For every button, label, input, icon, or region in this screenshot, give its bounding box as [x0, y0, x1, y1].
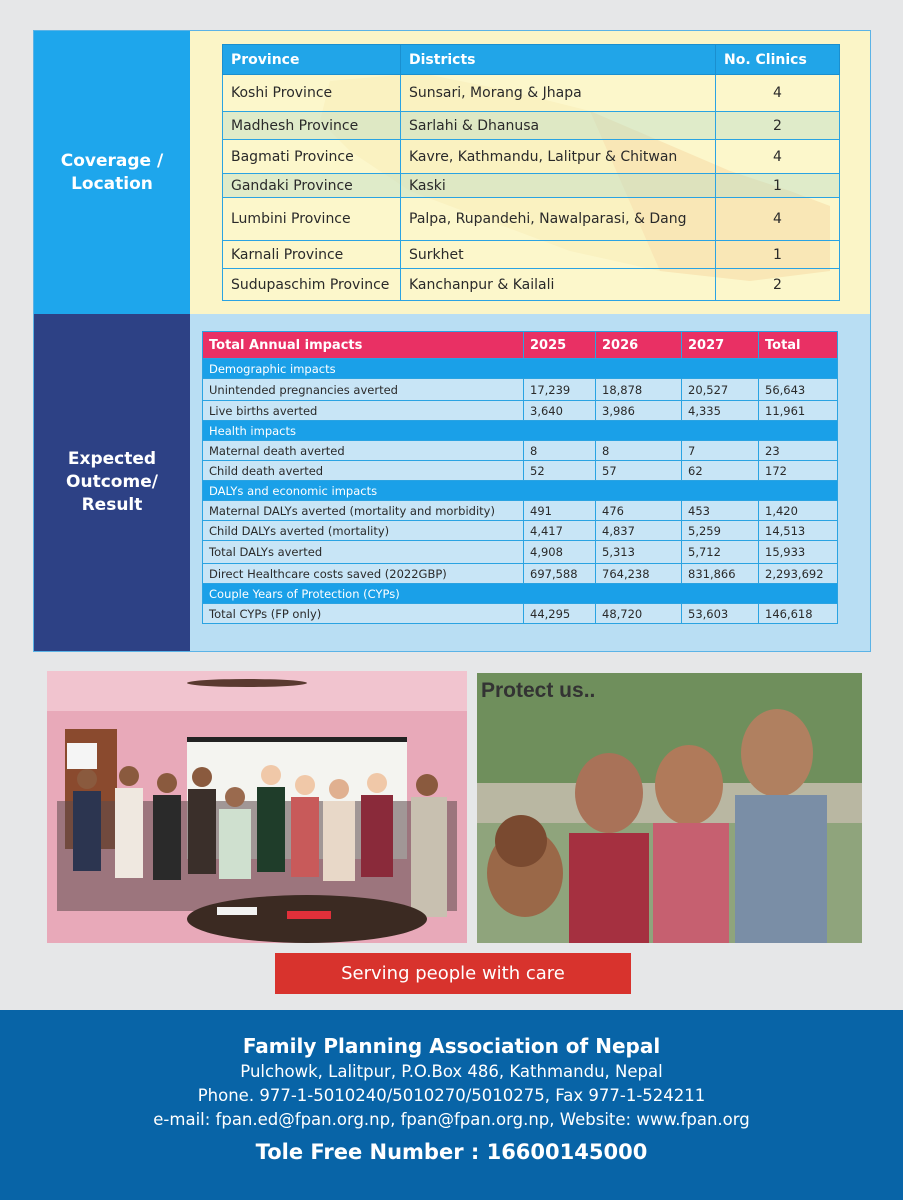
value-cell: 3,640: [524, 401, 596, 421]
table-row: [223, 174, 840, 198]
province-cell: Karnali Province: [223, 241, 401, 269]
value-cell: 44,295: [524, 604, 596, 624]
clinics-cell: 1: [716, 174, 840, 198]
header-province: Province: [223, 45, 401, 75]
info-frame: [33, 30, 871, 652]
table-row: [203, 564, 838, 584]
table-row: [203, 379, 838, 401]
value-cell: 17,239: [524, 379, 596, 401]
value-cell: 697,588: [524, 564, 596, 584]
districts-cell: Surkhet: [401, 241, 716, 269]
metric-cell: Direct Healthcare costs saved (2022GBP): [203, 564, 524, 584]
header-clinics: No. Clinics: [716, 45, 840, 75]
table-row: [203, 501, 838, 521]
section-title: Health impacts: [203, 421, 838, 441]
children-photo-illustration: [477, 673, 862, 943]
value-cell: 453: [682, 501, 759, 521]
header-districts: Districts: [401, 45, 716, 75]
value-cell: 4,417: [524, 521, 596, 541]
clinics-cell: 1: [716, 241, 840, 269]
value-cell: 57: [596, 461, 682, 481]
province-cell: Lumbini Province: [223, 198, 401, 241]
outcome-label-line2: Outcome/: [66, 472, 158, 492]
districts-cell: Palpa, Rupandehi, Nawalparasi, & Dang: [401, 198, 716, 241]
metric-cell: Maternal DALYs averted (mortality and morbidity): [203, 501, 524, 521]
value-cell: 18,878: [596, 379, 682, 401]
impact-header-total: Total: [759, 332, 838, 359]
clinics-cell: 2: [716, 112, 840, 140]
impact-header-year: 2027: [682, 332, 759, 359]
coverage-label-line2: Location: [71, 173, 153, 194]
metric-cell: Maternal death averted: [203, 441, 524, 461]
impact-header-row: [203, 332, 838, 359]
protect-caption: Protect us..: [481, 679, 596, 702]
metric-cell: Child DALYs averted (mortality): [203, 521, 524, 541]
clinics-cell: 4: [716, 198, 840, 241]
section-row: [203, 359, 838, 379]
footer-org-name: Family Planning Association of Nepal: [242, 1034, 661, 1058]
table-row: [203, 461, 838, 481]
value-cell: 5,259: [682, 521, 759, 541]
section-title: Couple Years of Protection (CYPs): [203, 584, 838, 604]
impact-header-year: 2026: [596, 332, 682, 359]
coverage-header-row: [223, 45, 840, 75]
districts-cell: Kavre, Kathmandu, Lalitpur & Chitwan: [401, 140, 716, 174]
coverage-table: [222, 44, 840, 301]
table-row: [223, 112, 840, 140]
section-row: [203, 421, 838, 441]
value-cell: 491: [524, 501, 596, 521]
clinics-cell: 4: [716, 75, 840, 112]
footer-phone: Phone. 977-1-5010240/5010270/5010275, Fax 977-1-524211: [197, 1086, 706, 1105]
value-cell: 3,986: [596, 401, 682, 421]
districts-cell: Sunsari, Morang & Jhapa: [401, 75, 716, 112]
impact-table: [202, 331, 838, 624]
value-cell: 172: [759, 461, 838, 481]
value-cell: 2,293,692: [759, 564, 838, 584]
impact-header-year: 2025: [524, 332, 596, 359]
value-cell: 4,837: [596, 521, 682, 541]
footer: [0, 1010, 903, 1200]
value-cell: 14,513: [759, 521, 838, 541]
districts-cell: Sarlahi & Dhanusa: [401, 112, 716, 140]
value-cell: 5,712: [682, 541, 759, 564]
footer-toll-free: Tole Free Number : 16600145000: [255, 1140, 648, 1164]
table-row: [203, 401, 838, 421]
outcome-label-line1: Expected: [67, 449, 157, 469]
children-photo: [477, 673, 862, 943]
table-row: [203, 521, 838, 541]
table-row: [223, 241, 840, 269]
table-row: [203, 541, 838, 564]
value-cell: 48,720: [596, 604, 682, 624]
clinics-cell: 2: [716, 269, 840, 301]
table-row: [223, 75, 840, 112]
impact-header-label: Total Annual impacts: [203, 332, 524, 359]
metric-cell: Unintended pregnancies averted: [203, 379, 524, 401]
value-cell: 53,603: [682, 604, 759, 624]
group-photo-illustration: [47, 671, 467, 943]
table-row: [203, 441, 838, 461]
clinics-cell: 4: [716, 140, 840, 174]
value-cell: 8: [596, 441, 682, 461]
value-cell: 20,527: [682, 379, 759, 401]
coverage-side-label: [34, 31, 190, 314]
value-cell: 56,643: [759, 379, 838, 401]
section-title: Demographic impacts: [203, 359, 838, 379]
value-cell: 15,933: [759, 541, 838, 564]
section-title: DALYs and economic impacts: [203, 481, 838, 501]
value-cell: 23: [759, 441, 838, 461]
value-cell: 62: [682, 461, 759, 481]
coverage-label-line1: Coverage /: [60, 150, 164, 171]
table-row: [223, 140, 840, 174]
value-cell: 4,908: [524, 541, 596, 564]
outcome-label-line3: Result: [81, 495, 143, 515]
value-cell: 8: [524, 441, 596, 461]
section-row: [203, 481, 838, 501]
value-cell: 5,313: [596, 541, 682, 564]
province-cell: Madhesh Province: [223, 112, 401, 140]
value-cell: 146,618: [759, 604, 838, 624]
value-cell: 1,420: [759, 501, 838, 521]
section-row: [203, 584, 838, 604]
province-cell: Gandaki Province: [223, 174, 401, 198]
districts-cell: Kaski: [401, 174, 716, 198]
footer-address: Pulchowk, Lalitpur, P.O.Box 486, Kathmandu, Nepal: [240, 1062, 663, 1081]
value-cell: 476: [596, 501, 682, 521]
metric-cell: Live births averted: [203, 401, 524, 421]
outcome-side-label: [34, 314, 190, 651]
metric-cell: Child death averted: [203, 461, 524, 481]
footer-email: e-mail: fpan.ed@fpan.org.np, fpan@fpan.org.np, Website: www.fpan.org: [153, 1110, 750, 1129]
value-cell: 11,961: [759, 401, 838, 421]
serving-banner: Serving people with care: [275, 953, 631, 994]
table-row: [203, 604, 838, 624]
group-photo: [47, 671, 467, 943]
metric-cell: Total CYPs (FP only): [203, 604, 524, 624]
metric-cell: Total DALYs averted: [203, 541, 524, 564]
province-cell: Sudupaschim Province: [223, 269, 401, 301]
table-row: [223, 198, 840, 241]
value-cell: 764,238: [596, 564, 682, 584]
table-row: [223, 269, 840, 301]
province-cell: Koshi Province: [223, 75, 401, 112]
value-cell: 7: [682, 441, 759, 461]
province-cell: Bagmati Province: [223, 140, 401, 174]
districts-cell: Kanchanpur & Kailali: [401, 269, 716, 301]
value-cell: 831,866: [682, 564, 759, 584]
value-cell: 4,335: [682, 401, 759, 421]
value-cell: 52: [524, 461, 596, 481]
